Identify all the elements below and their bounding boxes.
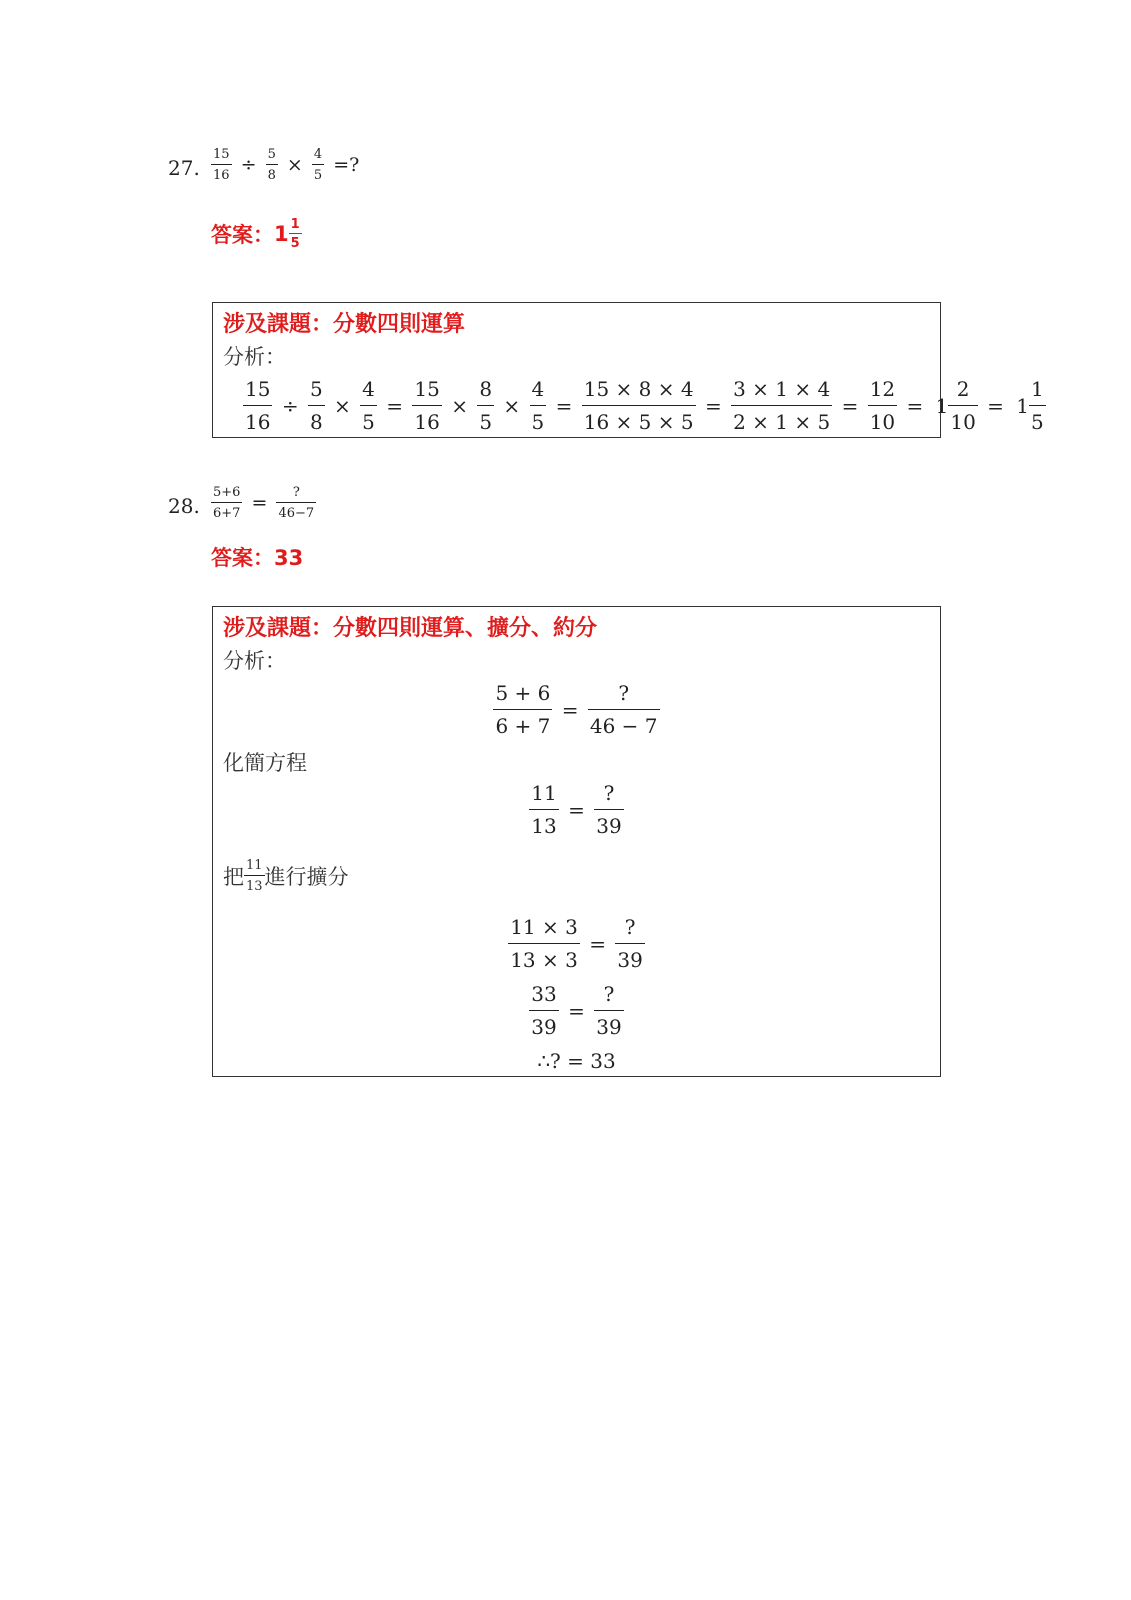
denominator: 39 xyxy=(594,809,623,836)
numerator: 5 xyxy=(267,147,276,162)
fraction xyxy=(948,379,977,432)
answer-fraction xyxy=(289,218,302,250)
denominator: 13 × 3 xyxy=(508,943,580,970)
operator: ÷ xyxy=(281,393,299,418)
expand-prefix: 把 xyxy=(223,865,244,889)
equation-original xyxy=(213,683,940,736)
question-27-expression xyxy=(211,148,362,182)
numerator: 2 xyxy=(956,377,970,401)
fraction xyxy=(1029,379,1046,432)
analysis-box-27 xyxy=(212,302,1044,438)
fraction xyxy=(412,379,441,432)
equals: = xyxy=(841,393,859,418)
numerator: ? xyxy=(292,485,300,500)
equals: = xyxy=(386,393,404,418)
analysis-label: 分析： xyxy=(223,345,286,369)
fraction xyxy=(582,379,696,432)
answer-label: 答案： xyxy=(211,223,274,247)
fraction xyxy=(615,917,644,970)
numerator: 15 × 8 × 4 xyxy=(583,377,694,401)
answer-27 xyxy=(211,218,302,250)
equals: = xyxy=(561,697,579,722)
answer-28 xyxy=(211,542,303,572)
denominator: 8 xyxy=(266,164,278,182)
equals: = xyxy=(568,998,585,1023)
denominator: 2 × 1 × 5 xyxy=(731,405,832,432)
fraction xyxy=(211,486,242,520)
denominator: 39 xyxy=(529,1010,558,1037)
denominator: 13 xyxy=(244,875,265,893)
fraction xyxy=(588,683,660,736)
denominator: 5 xyxy=(530,405,547,432)
answer-whole: 1 xyxy=(274,222,289,246)
fraction xyxy=(211,148,232,182)
numerator: 4 xyxy=(362,377,375,401)
numerator: ? xyxy=(603,781,615,805)
equals-question: =? xyxy=(333,154,360,176)
denominator: 6+7 xyxy=(211,502,242,520)
numerator: ? xyxy=(618,681,630,705)
analysis-label: 分析： xyxy=(223,649,286,673)
fraction xyxy=(530,379,547,432)
numerator: 4 xyxy=(531,377,545,401)
equals: = xyxy=(251,492,268,514)
denominator: 16 xyxy=(211,164,232,182)
denominator: 5 xyxy=(1029,405,1046,432)
analysis-equation xyxy=(243,379,1046,432)
operator: × xyxy=(503,393,521,418)
fraction xyxy=(529,783,558,836)
fraction xyxy=(312,148,324,182)
denominator: 39 xyxy=(615,943,644,970)
expand-suffix: 進行擴分 xyxy=(264,865,349,889)
numerator: 1 xyxy=(290,217,300,232)
numerator: ? xyxy=(624,915,636,939)
equation-expanded xyxy=(213,917,940,970)
equals: = xyxy=(987,393,1004,418)
fraction xyxy=(529,984,558,1037)
denominator: 16 × 5 × 5 xyxy=(582,405,696,432)
question-27-number: 27. xyxy=(168,156,200,180)
fraction xyxy=(868,379,897,432)
numerator: ? xyxy=(603,982,615,1006)
fraction xyxy=(493,683,552,736)
denominator: 5 xyxy=(312,164,324,182)
fraction xyxy=(477,379,494,432)
equals: = xyxy=(568,797,585,822)
fraction xyxy=(594,984,623,1037)
numerator: 1 xyxy=(1031,377,1044,401)
equals: = xyxy=(704,393,722,418)
numerator: 11 xyxy=(246,858,263,873)
equals: = xyxy=(906,393,924,418)
fraction xyxy=(244,859,265,893)
denominator: 5 xyxy=(360,405,377,432)
denominator: 16 xyxy=(243,405,272,432)
denominator: 10 xyxy=(868,405,897,432)
numerator: 3 × 1 × 4 xyxy=(733,377,831,401)
numerator: 11 × 3 xyxy=(510,915,578,939)
operator: × xyxy=(451,393,468,418)
fraction xyxy=(508,917,580,970)
expand-label xyxy=(223,859,349,893)
numerator: 15 xyxy=(213,147,230,162)
numerator: 5+6 xyxy=(213,485,241,500)
equals: = xyxy=(589,931,606,956)
denominator: 46−7 xyxy=(276,502,316,520)
conclusion: ∴? = 33 xyxy=(537,1049,616,1073)
fraction xyxy=(594,783,623,836)
multiply-operator: × xyxy=(286,154,303,176)
numerator: 5 xyxy=(309,377,323,401)
equation-result xyxy=(213,984,940,1037)
analysis-box-28 xyxy=(212,606,941,1077)
denominator: 8 xyxy=(308,405,325,432)
numerator: 15 xyxy=(414,377,440,401)
numerator: 4 xyxy=(313,147,323,162)
fraction xyxy=(731,379,832,432)
question-28-number: 28. xyxy=(168,494,200,518)
divide-operator: ÷ xyxy=(240,154,257,176)
answer-label: 答案： xyxy=(211,546,274,570)
whole-number: 1 xyxy=(1016,393,1030,418)
denominator: 5 xyxy=(289,233,302,250)
denominator: 13 xyxy=(529,809,558,836)
denominator: 6 + 7 xyxy=(493,709,552,736)
equals: = xyxy=(555,393,573,418)
numerator: 8 xyxy=(479,377,493,401)
denominator: 16 xyxy=(412,405,441,432)
simplify-label: 化簡方程 xyxy=(223,751,307,775)
fraction xyxy=(360,379,377,432)
denominator: 46 − 7 xyxy=(588,709,660,736)
numerator: 12 xyxy=(869,377,896,401)
numerator: 15 xyxy=(245,377,271,401)
answer-value: 33 xyxy=(274,546,304,570)
numerator: 33 xyxy=(531,982,557,1006)
operator: × xyxy=(334,393,351,418)
whole-number: 1 xyxy=(935,393,949,418)
denominator: 10 xyxy=(948,405,977,432)
topic-title: 涉及課題：分數四則運算 xyxy=(223,312,466,337)
numerator: 11 xyxy=(531,781,557,805)
equation-simplified xyxy=(213,783,940,836)
denominator: 39 xyxy=(594,1010,623,1037)
fraction xyxy=(243,379,272,432)
fraction xyxy=(276,486,316,520)
question-28-expression xyxy=(211,486,316,520)
numerator: 5 + 6 xyxy=(495,681,551,705)
topic-title: 涉及課題：分數四則運算、擴分、約分 xyxy=(223,616,598,641)
fraction xyxy=(266,148,278,182)
fraction xyxy=(308,379,325,432)
denominator: 5 xyxy=(477,405,494,432)
